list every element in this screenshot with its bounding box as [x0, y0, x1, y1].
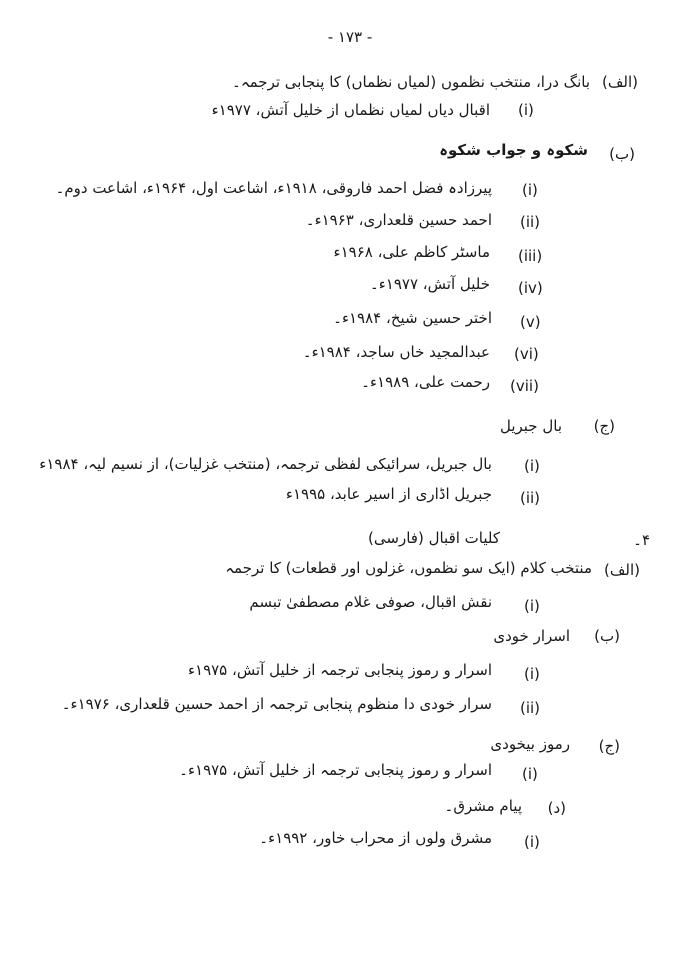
section-4-dal-title: پیام مشرق۔: [444, 797, 522, 815]
section-3-jeem-marker: (ج): [593, 417, 615, 435]
section-4-dal-marker: (د): [547, 799, 566, 817]
page-number: - ۱۷۳ -: [327, 28, 373, 46]
list-item: اسرار و رموز پنجابی ترجمہ از خلیل آتش، ۱۹۷۵ء۔: [179, 761, 492, 779]
item-num: (i): [524, 665, 540, 683]
list-item: اختر حسین شیخ، ۱۹۸۴ء۔: [333, 309, 492, 327]
list-item: رحمت علی، ۱۹۸۹ء۔: [361, 373, 490, 391]
section-4-number: ۴۔: [633, 531, 650, 549]
list-item: مشرق ولوں از محراب خاور، ۱۹۹۲ء۔: [259, 829, 492, 847]
list-item: سرار خودی دا منظوم پنجابی ترجمہ از احمد حسین قلعداری، ۱۹۷۶ء۔: [61, 695, 492, 713]
item-num: (ii): [520, 699, 541, 717]
section-4-be-title: اسرار خودی: [493, 627, 570, 645]
item-num: (i): [524, 833, 540, 851]
section-3-alif-marker: (الف): [602, 73, 638, 91]
section-3-be-marker: (ب): [609, 145, 635, 163]
item-num: (i): [518, 101, 534, 119]
section-4-jeem-marker: (ج): [598, 737, 620, 755]
list-item: نقش اقبال، صوفی غلام مصطفیٰ تبسم: [249, 593, 492, 611]
section-4-alif-marker: (الف): [604, 561, 640, 579]
item-num: (ii): [520, 489, 541, 507]
list-item: پیرزادہ فضل احمد فاروقی، ۱۹۱۸ء، اشاعت اول، ۱۹۶۴ء، اشاعت دوم۔: [55, 179, 492, 197]
section-3-be-title: شکوہ و جواب شکوہ: [439, 141, 588, 159]
list-item: اقبال دیاں لمیاں نظماں از خلیل آتش، ۱۹۷۷ء: [211, 101, 490, 119]
list-item: احمد حسین قلعداری، ۱۹۶۳ء۔: [305, 211, 492, 229]
section-4-jeem-title: رموز بیخودی: [490, 735, 570, 753]
item-num: (v): [520, 313, 541, 331]
item-num: (i): [524, 597, 540, 615]
section-4-alif-title: منتخب کلام (ایک سو نظموں، غزلوں اور قطعات) کا ترجمہ: [225, 559, 592, 577]
item-num: (i): [524, 457, 540, 475]
item-num: (i): [522, 181, 538, 199]
list-item: ماسٹر کاظم علی، ۱۹۶۸ء: [333, 243, 490, 261]
section-4-title: کلیات اقبال (فارسی): [368, 529, 500, 547]
item-num: (i): [522, 765, 538, 783]
list-item: خلیل آتش، ۱۹۷۷ء۔: [369, 275, 490, 293]
section-3-jeem-title: بال جبریل: [499, 417, 562, 435]
item-num: (iv): [518, 279, 543, 297]
item-num: (vii): [510, 377, 539, 395]
list-item: عبدالمجید خاں ساجد، ۱۹۸۴ء۔: [302, 343, 490, 361]
list-item: اسرار و رموز پنجابی ترجمہ از خلیل آتش، ۱۹۷۵ء: [187, 661, 492, 679]
item-num: (ii): [520, 213, 541, 231]
list-item: جبریل اڈاری از اسیر عابد، ۱۹۹۵ء: [285, 485, 492, 503]
item-num: (iii): [518, 247, 543, 265]
list-item: بال جبریل، سرائیکی لفظی ترجمہ، (منتخب غزلیات)، از نسیم لیہ، ۱۹۸۴ء: [39, 455, 492, 473]
section-3-alif-title: بانگ درا، منتخب نظموں (لمیاں نظماں) کا پنجابی ترجمہ۔: [232, 73, 590, 91]
section-4-be-marker: (ب): [594, 627, 620, 645]
item-num: (vi): [514, 345, 539, 363]
